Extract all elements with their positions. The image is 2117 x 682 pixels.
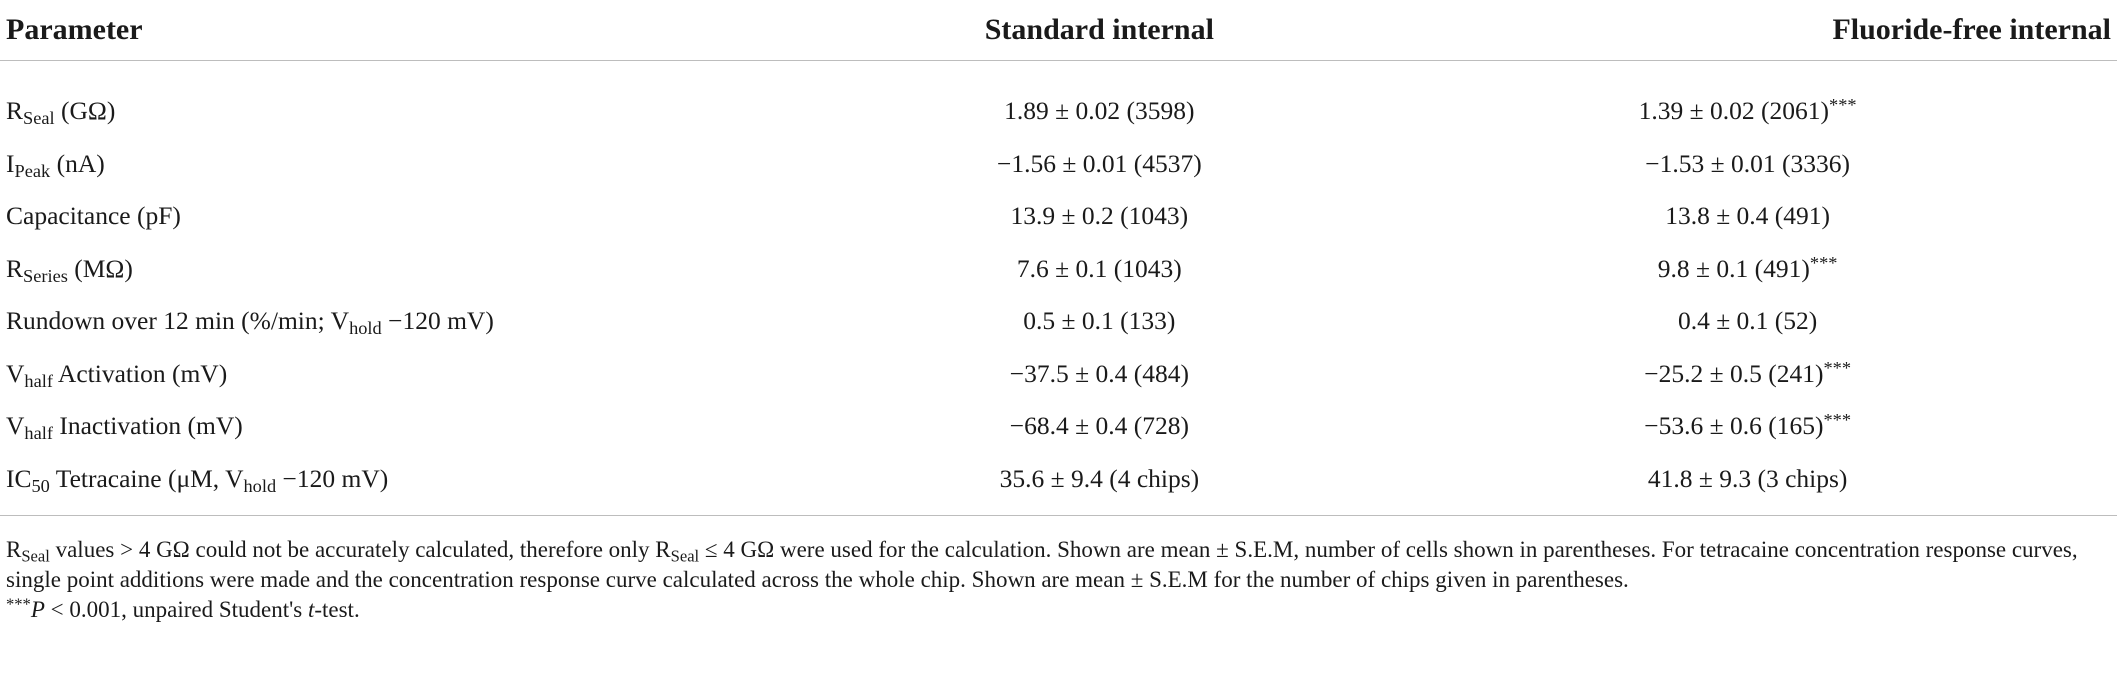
footnote-significance: ***P < 0.001, unpaired Student's t-test. (6, 594, 360, 622)
standard-value: 0.5 ± 0.1 (133) (1023, 306, 1176, 336)
table-row (0, 400, 2117, 453)
row-label: $R_{Series}$ (MΩ) (6, 253, 133, 286)
standard-value: 7.6 ± 0.1 (1043) (1016, 253, 1182, 283)
fluoride-free-value: 41.8 ± 9.3 (3 chips) (1378, 453, 2117, 516)
footnote-methods: $R_{Seal}$ values > 4 GΩ could not be accurately calculated, therefore only $R_{Seal} \le 4$ GΩ were used for the calculation. Shown are mean ± S.E.M, number of cells shown in parentheses. For tetracaine concentration response curves, single point additions were made and the concentration response curve calculated across the whole chip. Shown are mean ± S.E.M for the number of chips given in parentheses. (6, 537, 2078, 592)
table-row (0, 138, 2117, 191)
row-label: $V_{half}$ Activation (mV) (6, 358, 228, 391)
table-row (0, 295, 2117, 348)
table-row (0, 348, 2117, 401)
fluoride-free-value: 0.4 ± 0.1 (52) (1677, 306, 1818, 336)
table-header-row (0, 0, 2117, 61)
table-row (0, 243, 2117, 296)
row-label: $I_{Peak}$ (nA) (6, 148, 105, 181)
fluoride-free-value: −25.2 ± 0.5 (241)*** (1644, 357, 1852, 388)
row-label: $V_{half}$ Inactivation (mV) (6, 411, 243, 444)
row-label: $R_{Seal}$ (GΩ) (6, 96, 116, 129)
row-label: Capacitance (pF) (6, 201, 181, 231)
standard-value: 13.9 ± 0.2 (1043) (1010, 201, 1189, 231)
table-row (0, 453, 2117, 516)
header-fluoride-free-internal: Fluoride-free internal (1378, 0, 2117, 61)
standard-value: −1.56 ± 0.01 (4537) (996, 148, 1202, 178)
standard-value: 35.6 ± 9.4 (4 chips) (820, 453, 1378, 516)
standard-value: −68.4 ± 0.4 (728) (1009, 411, 1189, 441)
header-parameter: Parameter (0, 0, 820, 61)
standard-value: 1.89 ± 0.02 (3598) (1004, 96, 1195, 126)
table-row (0, 190, 2117, 243)
fluoride-free-value: 9.8 ± 0.1 (491)*** (1657, 252, 1838, 283)
standard-value: −37.5 ± 0.4 (484) (1009, 358, 1189, 388)
fluoride-free-value: −1.53 ± 0.01 (3336) (1645, 148, 1850, 178)
fluoride-free-value: 1.39 ± 0.02 (2061)*** (1638, 95, 1857, 126)
table-row (0, 61, 2117, 138)
row-label: Rundown over 12 min (%/min; $V_{hold} -120$ mV) (6, 306, 494, 339)
row-label: $IC_{50}$ Tetracaine (μM, $V_{hold} -120$ mV) (0, 453, 820, 516)
fluoride-free-value: −53.6 ± 0.6 (165)*** (1644, 410, 1852, 441)
fluoride-free-value: 13.8 ± 0.4 (491) (1665, 201, 1831, 231)
header-standard-internal: Standard internal (820, 0, 1378, 61)
table-footnotes (6, 535, 2106, 625)
